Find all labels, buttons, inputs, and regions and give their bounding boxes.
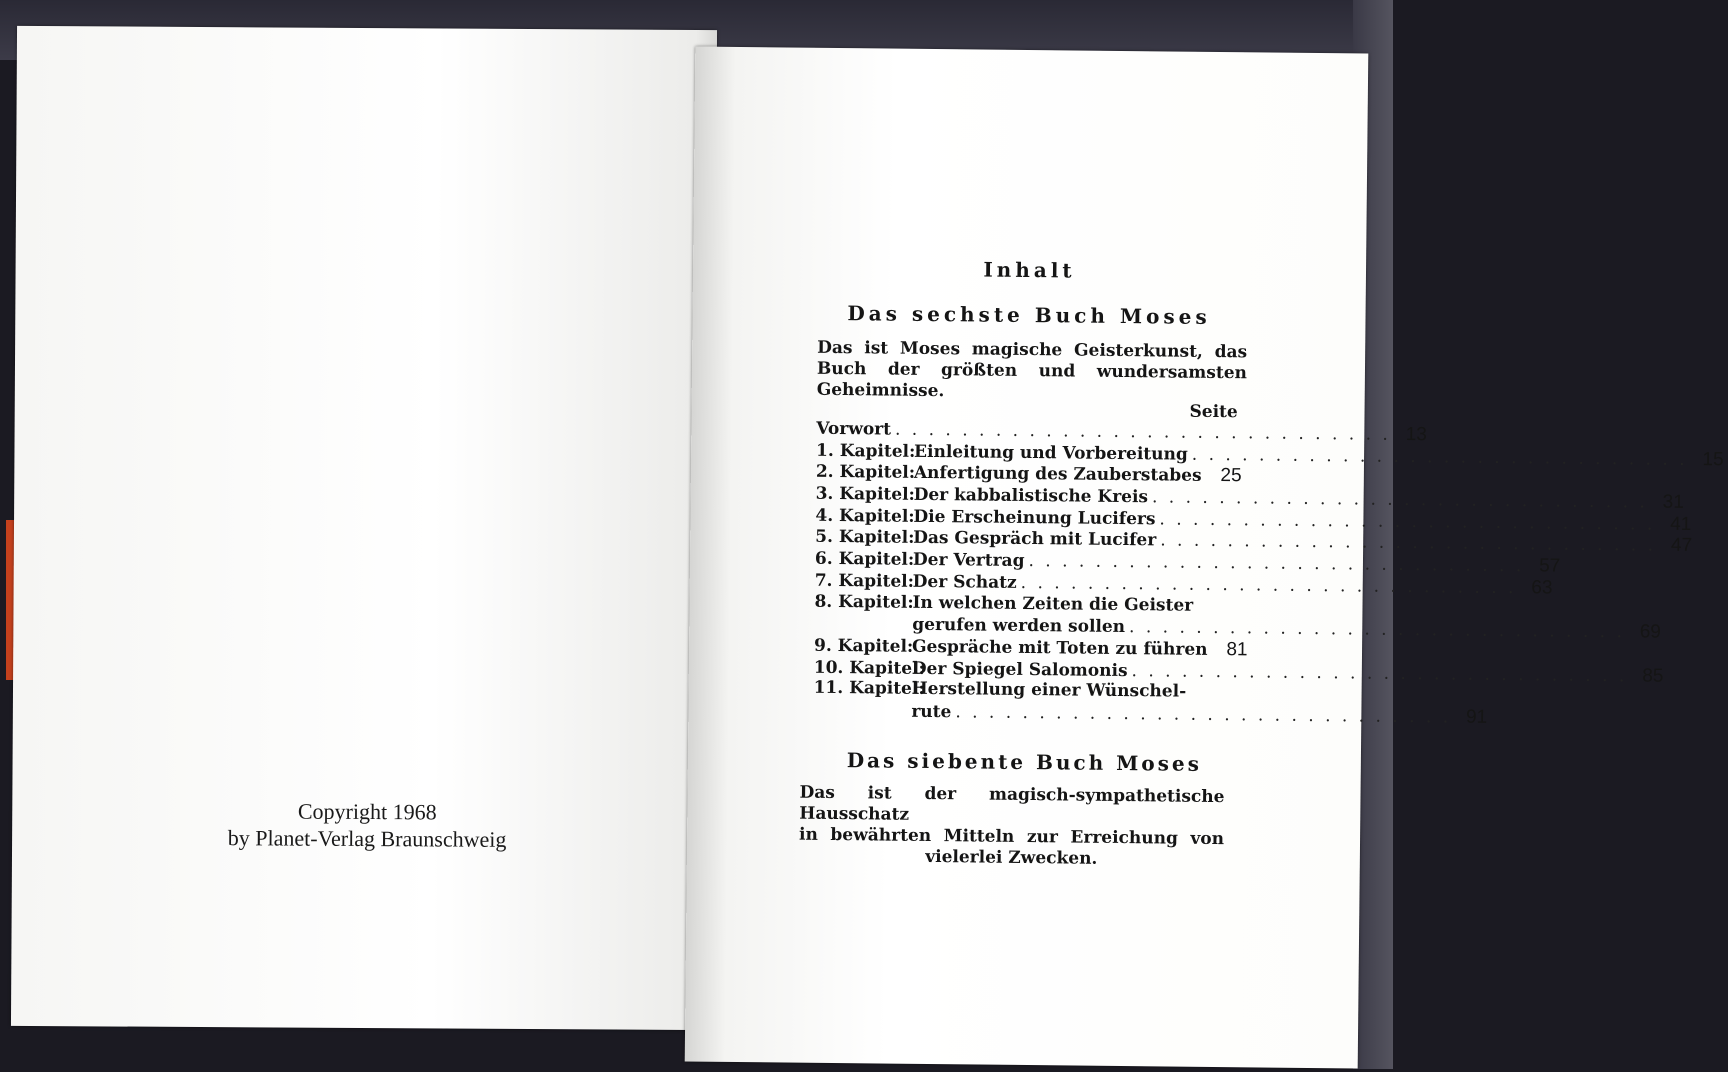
copyright-notice [162,797,572,854]
toc-leader-dots: . . . . . . . . . . . . . . . . . . . . . . . . . . . . . . [1129,617,1625,642]
toc-leader-dots: . . . . . . . . . . . . . . . . . . . . . . . . . . . . . . [1021,573,1517,598]
toc-chapter-number: 4. Kapitel: [815,506,913,527]
toc-page-number: 15 [1692,449,1724,471]
toc-chapter-number: 3. Kapitel: [816,484,914,505]
toc-page-number: 47 [1660,535,1692,557]
toc-leader-dots: . . . . . . . . . . . . . . . . . . . . . . . . . . . . . . [1152,487,1648,512]
toc-page-number: 31 [1652,492,1684,514]
table-of-contents [813,418,1241,726]
toc-chapter-title: Der Vertrag [913,550,1025,571]
toc-page-number: 63 [1520,577,1552,599]
toc-page-number: 91 [1455,706,1487,728]
toc-entry [813,700,1238,726]
toc-leader-dots: . . . . . . . . . . . . . . . . . . . . . . . . . . . . . . [1160,531,1656,556]
toc-leader-dots: . . . . . . . . . . . . . . . . . . . . . . . . . . . . . . [1192,444,1688,469]
toc-leader-dots: . . . . . . . . . . . . . . . . . . . . . . . . . . . . . . [1131,661,1627,686]
toc-chapter-number [814,629,912,630]
left-page [11,26,717,1030]
toc-chapter-number: 11. Kapitel: [814,678,912,699]
copyright-line2: by Planet-Verlag Braunschweig [162,824,572,854]
toc-chapter-number: 2. Kapitel: [816,462,914,483]
toc-chapter-number [813,716,911,717]
toc-page-number: 25 [1209,465,1241,487]
book7-subtitle-line1: Das ist der magisch-sympathetische Hausschatz [799,783,1224,829]
toc-chapter-number: 10. Kapitel: [814,657,912,678]
toc-leader-dots: . . . . . . . . . . . . . . . . . . . . . . . . . . . . . . [1028,551,1524,576]
book7-title: Das siebente Buch Moses [688,746,1361,777]
toc-page-number: 69 [1629,622,1661,644]
contents-heading: Inhalt [693,254,1366,285]
toc-chapter-title: Herstellung einer Wünschel- [912,679,1187,702]
toc-chapter-number: 5. Kapitel: [815,527,913,548]
toc-chapter-title: Die Erscheinung Lucifers [913,507,1155,530]
toc-chapter-title: Das Gespräch mit Lucifer [913,528,1156,551]
toc-chapter-title: Der Schatz [913,572,1017,593]
toc-chapter-number: 7. Kapitel: [815,571,913,592]
toc-leader-dots: . . . . . . . . . . . . . . . . . . . . . . . . . . . . . . [895,420,1391,445]
book7-subtitle [799,783,1225,871]
toc-page-number: 81 [1215,639,1247,661]
toc-chapter-title: Einleitung und Vorbereitung [914,442,1188,465]
toc-page-number: 13 [1395,424,1427,446]
toc-chapter-title: Der kabbalistische Kreis [914,485,1149,507]
book7-subtitle-line3: vielerlei Zwecken. [799,846,1224,871]
toc-page-number: 41 [1659,513,1691,535]
toc-chapter-title: gerufen werden sollen [912,615,1125,637]
toc-chapter-title: Der Spiegel Salomonis [912,658,1128,680]
toc-leader-dots: . . . . . . . . . . . . . . . . . . . . . . . . . . . . . . [955,702,1451,727]
book6-title: Das sechste Buch Moses [692,299,1365,330]
toc-chapter-title: rute [911,702,951,722]
toc-chapter-number: 1. Kapitel: [816,440,914,461]
copyright-line1: Copyright 1968 [162,797,572,827]
toc-leader-dots: . . . . . . . . . . . . . . . . . . . . . . . . . . . . . . [1159,509,1655,534]
toc-chapter-number: 9. Kapitel: [814,636,912,657]
toc-chapter-title: Gespräche mit Toten zu führen [912,637,1208,660]
toc-chapter-title: Anfertigung des Zauberstabes [914,463,1202,486]
right-page [685,47,1369,1069]
toc-chapter-title: In welchen Zeiten die Geister [912,592,1193,615]
toc-chapter-number: 8. Kapitel: [814,591,912,612]
toc-page-number: 85 [1631,665,1663,687]
book6-subtitle: Das ist Moses magische Geisterkunst, das Buch der größten und wundersamsten Geheimnisse. [817,338,1248,405]
page-column-label: Seite [1189,402,1237,423]
book7-subtitle-line2: in bewährten Mitteln zur Erreichung von [799,825,1224,850]
toc-chapter-title: Vorwort [816,419,891,440]
toc-page-number: 57 [1528,555,1560,577]
toc-chapter-number: 6. Kapitel: [815,549,913,570]
